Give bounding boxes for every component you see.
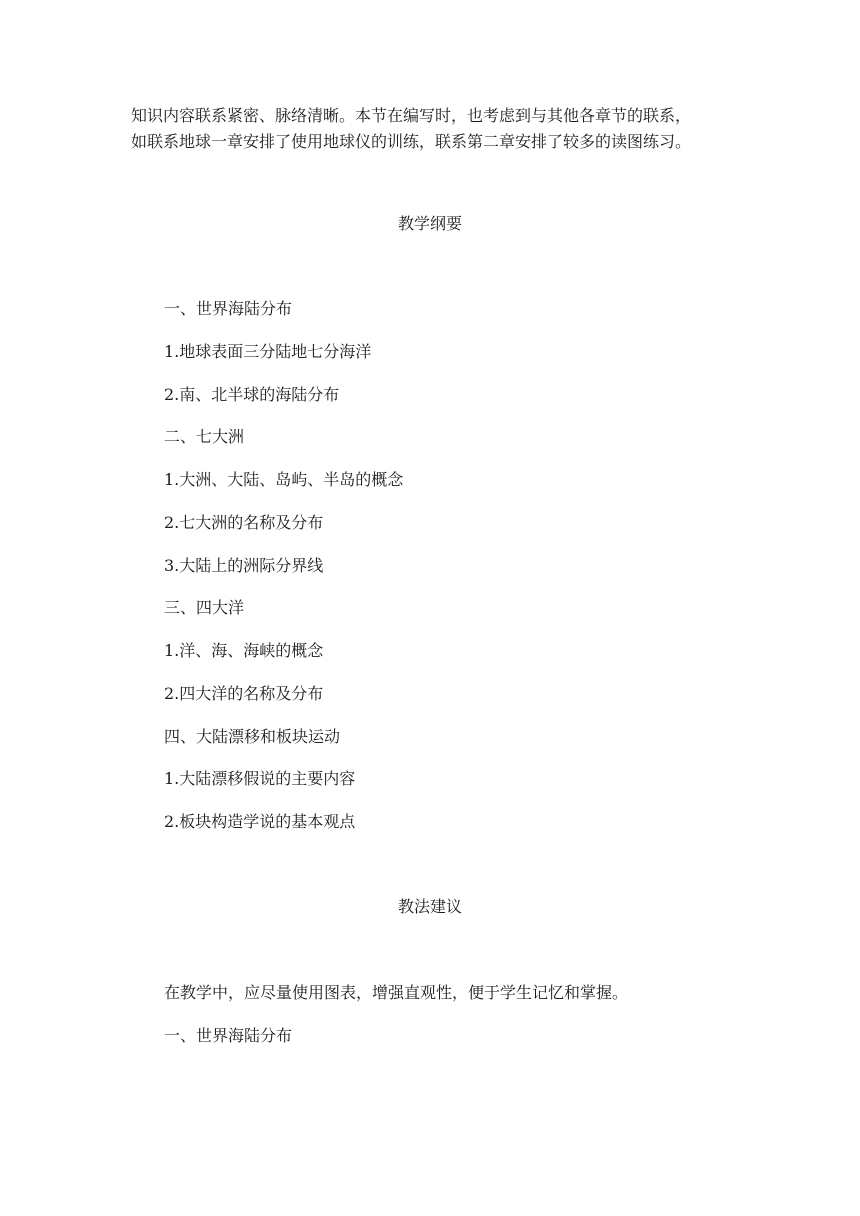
- outline-item: 1.大陆漂移假说的主要内容: [164, 769, 356, 788]
- outline-item: 3.大陆上的洲际分界线: [164, 556, 324, 575]
- outline-item: 1.大洲、大陆、岛屿、半岛的概念: [164, 470, 404, 489]
- suggestions-title: 教法建议: [397, 897, 462, 916]
- intro-line-2: 如联系地球一章安排了使用地球仪的训练，联系第二章安排了较多的读图练习。: [131, 132, 692, 151]
- outline-item: 二、七大洲: [164, 427, 245, 446]
- outline-item: 2.板块构造学说的基本观点: [164, 812, 356, 831]
- outline-item: 四、大陆漂移和板块运动: [164, 727, 341, 746]
- outline-item: 2.南、北半球的海陆分布: [164, 385, 340, 404]
- outline-title: 教学纲要: [397, 214, 462, 233]
- outline-item: 2.四大洋的名称及分布: [164, 684, 324, 703]
- outline-item: 三、四大洋: [164, 598, 245, 617]
- outline-item: 1.地球表面三分陆地七分海洋: [164, 342, 372, 361]
- suggestion-item: 一、世界海陆分布: [164, 1026, 293, 1045]
- outline-item: 一、世界海陆分布: [164, 299, 293, 318]
- outline-item: 1.洋、海、海峡的概念: [164, 641, 324, 660]
- outline-item: 2.七大洲的名称及分布: [164, 513, 324, 532]
- suggestion-item: 在教学中，应尽量使用图表，增强直观性，便于学生记忆和掌握。: [164, 983, 629, 1002]
- intro-line-1: 知识内容联系紧密、脉络清晰。本节在编写时，也考虑到与其他各章节的联系，: [131, 106, 692, 125]
